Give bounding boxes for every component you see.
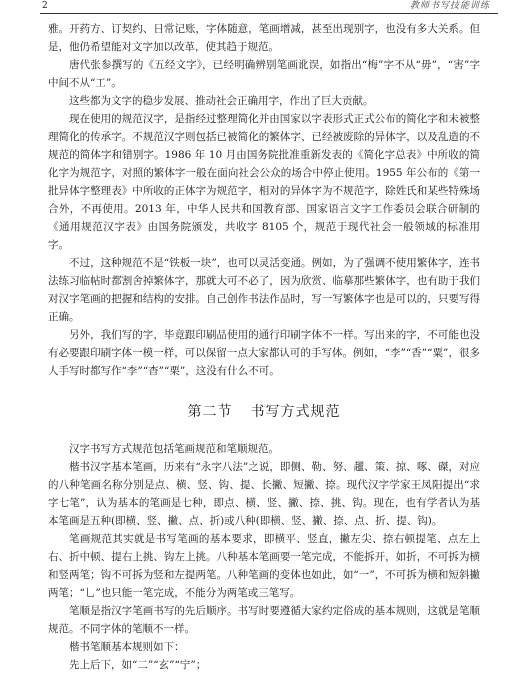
running-title: 教师书写技能训练 bbox=[409, 1, 490, 11]
running-header bbox=[40, 0, 498, 14]
paragraph: 唐代张参撰写的《五经文字》，已经明确辨别笔画讹误，如指出“梅”字不从“毋”，“害”字中间不从“工”。 bbox=[48, 59, 480, 89]
section-title: 书写方式规范 bbox=[250, 404, 341, 420]
section-number: 第二节 bbox=[187, 404, 233, 420]
paragraph: 雅。开药方、订契约、日常记账，字体随意，笔画增减，甚至出现别字，也没有多大关系。但是，他仍希望能对文字加以改革，使其趋于规范。 bbox=[48, 23, 480, 53]
paragraph: 这些都为文字的稳步发展、推动社会正确用字，作出了巨大贡献。 bbox=[69, 95, 374, 107]
paragraph: 笔顺是指汉字笔画书写的先后顺序。书写时要遵循大家约定俗成的基本规则，这就是笔顺规范。不同字体的笔顺不一样。 bbox=[48, 605, 480, 635]
paragraph: 不过，这种规范不是“铁板一块”，也可以灵活变通。例如，为了强调不使用繁体字，连书法练习临帖时都割舍掉繁体字，那就大可不必了，因为欣赏、临摹那些繁体字，也有助于我们对汉字笔画的把握和结构的安排。自己创作书法作品时，写一写繁体字也是可以的，只要写得正确。 bbox=[48, 257, 480, 323]
paragraph: 现在使用的规范汉字，是指经过整理简化并由国家以字表形式正式公布的简化字和未被整理简化的传承字。不规范汉字则包括已被简化的繁体字、已经被废除的异体字，以及乱造的不规范的简体字和错别字。1986 年 10 月由国务院批准重新发表的《简化字总表》中所收的简化字为规范字，对照的繁体字一般在面向社会公众的场合中停止使用。1955 年公布的《第一批异体字整理表》中所收的正体字为规范字，相对的异体字为不规范字，除姓氏和某些特殊场合外，不再使用。2013 年，中华人民共和国教育部、国家语言文字工作委员会联合研制的《通用规范汉字表》由国务院颁发，共收字 8105 个，规范于现代社会一般领域的标准用字。 bbox=[48, 113, 480, 251]
paragraph: 楷书笔顺基本规则如下： bbox=[69, 641, 185, 653]
paragraph: 笔画规范其实就是书写笔画的基本要求，即横平、竖直，撇左尖、捺右顿提笔、点左上右、折中顿、提右上挑、钩左上挑。八种基本笔画要一笔完成，不能拆开，如折，不可拆为横和竖两笔；钩不可拆为竖和左提两笔。八种笔画的变体也如此，如“一”，不可拆为横和短斜撇两笔；“乚”也只能一笔完成，不能分为两笔或三笔写。 bbox=[48, 533, 480, 599]
paragraph: 楷书汉字基本笔画，历来有“永字八法”之说，即侧、勒、努、趯、策、掠、啄、磔，对应的八种笔画名称分别是点、横、竖、钩、提、长撇、短撇、捺。现代汉字学家王凤阳提出“求字七笔”，认为基本的笔画是七种，即点、横、竖、撇、捺、挑、钩。现在，也有学者认为基本笔画是五种(即横、竖、撇、点、折)或八种(即横、竖、撇、捺、点、折、提、钩)。 bbox=[48, 461, 480, 527]
section-heading bbox=[48, 402, 480, 422]
paragraph: 先上后下，如“二”“玄”“宁”； bbox=[69, 659, 207, 671]
paragraph: 汉字书写方式规范包括笔画规范和笔顺规范。 bbox=[69, 443, 279, 455]
paragraph: 另外，我们写的字，毕竟跟印刷品使用的通行印刷字体不一样。写出来的字，不可能也没有必要跟印刷字体一模一样，可以保留一点大家都认可的手写体。例如，“李”“香”“粟”，很多人手写时都写作“李”“杳”“栗”，这没有什么不可。 bbox=[48, 329, 480, 377]
page-body bbox=[48, 20, 480, 674]
page-number: 2 bbox=[42, 1, 48, 11]
